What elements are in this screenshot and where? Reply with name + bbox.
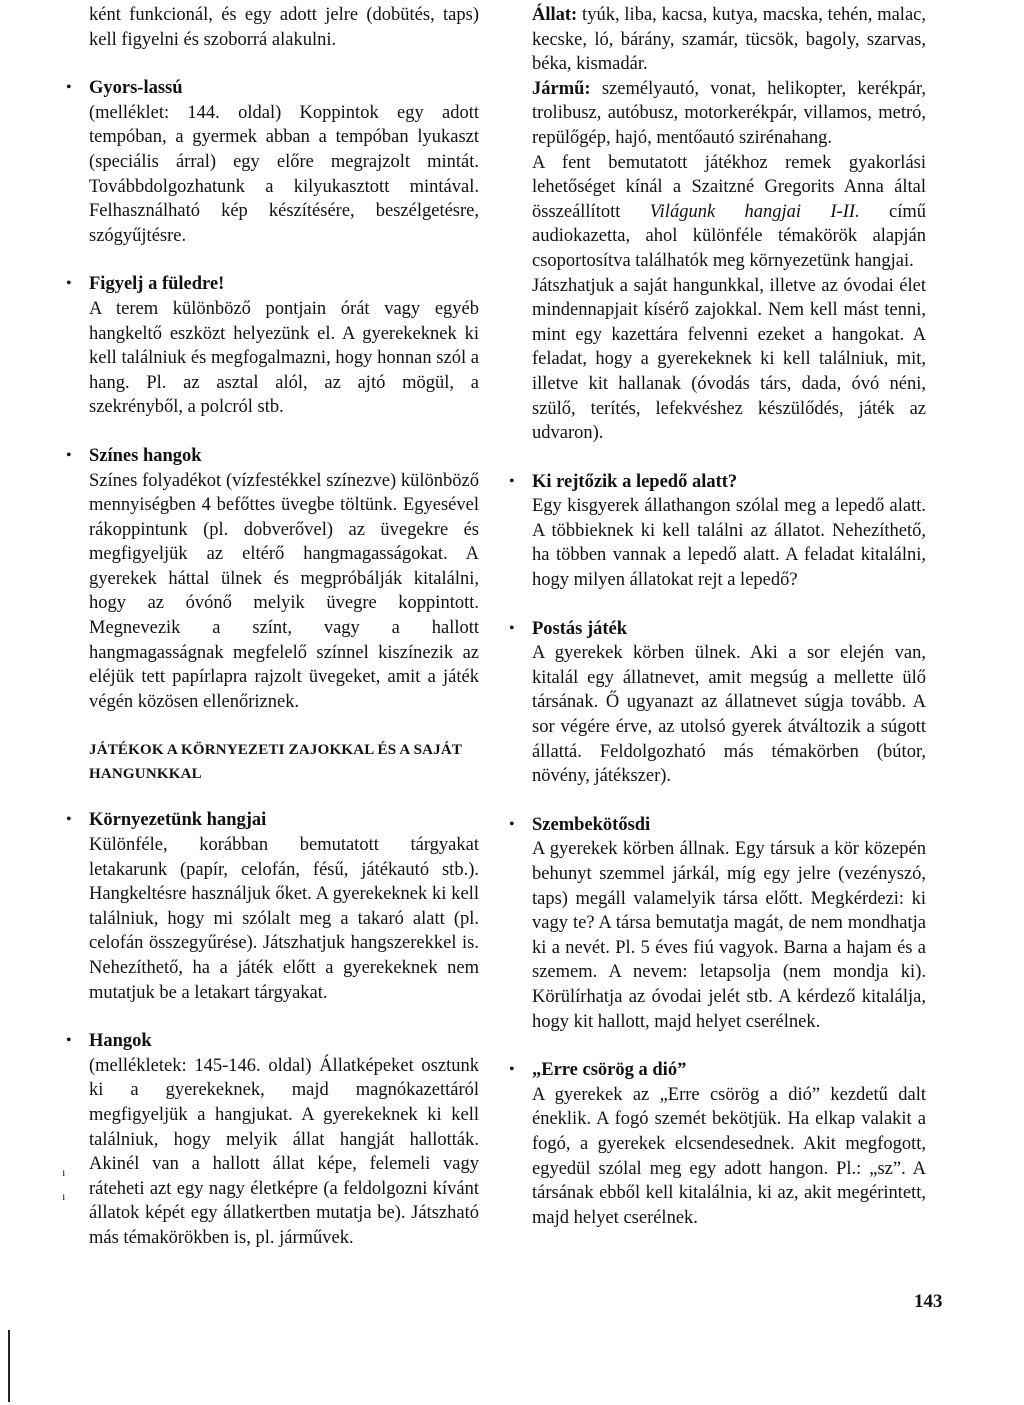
item-title: Figyelj a füledre!	[89, 274, 225, 295]
list-item	[66, 1029, 479, 1250]
list-item	[509, 813, 926, 1034]
animal-list: tyúk, liba, kacsa, kutya, macska, tehén, malac, kecske, ló, bárány, szamár, tücsök, bagoly, szarvas, béka, kismadár.	[532, 5, 926, 75]
bullet-icon: •	[509, 619, 515, 637]
page-number: 143	[914, 1291, 943, 1312]
item-text: Színes folyadékot (vízfestékkel színezve) különböző mennyiségben 4 befőttes üvegbe töltünk. Egyesével rákoppintunk (pl. dobverővel) az üvegekre és megfigyeljük az eltérő hangmagasságokat. A gyerekek háttal ülnek és megpróbálják kitalálni, hogy az óvónő melyik üvegre koppintott. Megnevezik a színt, vagy a hallott hangmagasságnak megfelelő színnel kiszínezik az eléjük tett papírlapra rajzolt üvegeket, amit a játék végén közösen ellenőriznek.	[89, 470, 479, 712]
right-items	[509, 470, 926, 1231]
left-items-bottom	[66, 808, 479, 1250]
list-item	[509, 470, 926, 593]
item-title: Hangok	[89, 1031, 152, 1052]
item-text: Különféle, korábban bemutatott tárgyakat letakarunk (papír, celofán, fésű, játékautó stb.). Hangkeltésre használjuk őket. A gyerekeknek ki kell találniuk, hogy mi szólalt meg a takaró alatt (pl. celofán összegyűrése). Játszhatjuk hangszerekkel is. Nehezíthető, ha a játék előtt a gyerekeknek nem mutatjuk be a letakart tárgyakat.	[89, 835, 479, 1003]
vehicle-vocabulary	[532, 77, 926, 151]
bullet-icon: •	[509, 472, 515, 490]
item-title: Gyors-lassú	[89, 78, 183, 99]
list-item	[66, 808, 479, 1005]
cassette-text-a: A fent bemutatott játékhoz remek gyakorlási lehetőséget kínál a Szaitzné Gregorits Anna által összeállított	[532, 152, 926, 222]
cassette-text-b: című audiokazetta, ahol különféle témakörök alapján csoportosítva találhatók meg környezetünk hangjai.	[532, 201, 926, 271]
bullet-icon: •	[509, 815, 515, 833]
bullet-icon: •	[66, 79, 72, 97]
item-text: Egy kisgyerek állathangon szólal meg a lepedő alatt. A többieknek ki kell találni az állatot. Nehezíthető, ha többen vannak a lepedő alatt. A feladat kitalálni, hogy milyen állatokat rejt a lepedő?	[532, 496, 926, 591]
item-text: A gyerekek körben ülnek. Aki a sor elején van, kitalál egy állatnevet, amit megsúg a mellette ülő társának. Ő ugyanazt az állatnevet súgja tovább. A sor végére érve, az utolsó gyerek átváltozik a súgott állattá. Feldolgozható más témakörben (bútor, növény, játékszer).	[532, 643, 926, 787]
list-item	[66, 76, 479, 248]
bullet-icon: •	[509, 1061, 515, 1079]
scan-speck: ı	[62, 1189, 66, 1203]
list-item	[509, 617, 926, 789]
item-text: A gyerekek körben állnak. Egy társuk a kör közepén behunyt szemmel járkál, míg egy jelre (vezényszó, taps) megáll valamelyik társa előtt. Megkérdezi: ki vagy te? A társa bemutatja magát, de nem mondhatja ki a nevét. Pl. 5 éves fiú vagyok. Barna a hajam és a szemem. A nevem: letapsolja (nem mondja ki). Körülírhatja az óvodai jelét stb. A kérdező kitalálja, hogy kit hallott, majd helyet cserélnek.	[532, 839, 926, 1032]
item-text: A gyerekek az „Erre csörög a dió” kezdetű dalt éneklik. A fogó szemét bekötjük. Ha elkap valakit a fogó, a gyerekek elcsendesednek. Akit megfogott, egyedül szólal meg egy adott hangon. Pl.: „sz”. A társának ebből kell kitalálnia, ki az, akit megérintett, majd helyet cserélnek.	[532, 1084, 926, 1228]
cassette-paragraph	[532, 151, 926, 274]
item-title: Postás játék	[532, 618, 628, 639]
item-text: (mellékletek: 145-146. oldal) Állatképeket osztunk ki a gyerekeknek, majd magnókazettáról megfigyeljük a hangjukat. A gyerekeknek ki kell találniuk, hogy melyik állat hangját hallották. Akinél van a hallott állat képe, felemeli vagy ráteheti azt egy nagy életképre (a feldolgozni kívánt állatok képét egy állatkertben mutatja be). Játszható más témakörökben is, pl. járművek.	[89, 1055, 479, 1248]
scan-speck: ı	[62, 1165, 66, 1179]
bullet-icon: •	[66, 811, 72, 829]
left-column	[66, 3, 479, 1275]
bullet-icon: •	[66, 1032, 72, 1050]
item-title: Szembekötősdi	[532, 814, 651, 835]
own-voice-paragraph: Játszhatjuk a saját hangunkkal, illetve az óvodai élet mindennapjait kísérő zajokkal. Nem kell mást tenni, mint egy kazettára felvenni ezeket a hangokat. A feladat, hogy a gyerekeknek ki kell találniuk, mit, illetve kit hallanak (óvodás társ, dada, óvó néni, szülő, terítés, lefekvéshez készülődés, játék az udvaron).	[532, 275, 926, 444]
vehicle-list: személyautó, vonat, helikopter, kerékpár, trolibusz, autóbusz, motorkerékpár, villamos, metró, repülőgép, hajó, mentőautó szirénahang.	[532, 78, 926, 148]
left-items-top	[66, 76, 479, 714]
vehicle-label: Jármű:	[532, 78, 591, 99]
vocabulary-block	[532, 3, 926, 446]
bullet-icon: •	[66, 446, 72, 464]
list-item	[509, 1058, 926, 1230]
animal-label: Állat:	[532, 5, 578, 25]
list-item	[66, 272, 479, 420]
item-title: Színes hangok	[89, 445, 202, 466]
list-item	[66, 444, 479, 715]
bullet-icon: •	[66, 275, 72, 293]
item-title: Ki rejtőzik a lepedő alatt?	[532, 471, 738, 492]
cassette-title: Világunk hangjai I-II.	[649, 201, 860, 222]
item-text: A terem különböző pontjain órát vagy egyéb hangkeltő eszközt helyezünk el. A gyerekeknek ki kell találniuk és megfogalmazni, hogy honnan szól a hang. Pl. az asztal alól, az ajtó mögül, a szekrényből, a polcról stb.	[89, 298, 479, 418]
item-title: Környezetünk hangjai	[89, 810, 267, 831]
animal-vocabulary	[532, 3, 926, 77]
right-column	[509, 3, 926, 1254]
section-heading: JÁTÉKOK A KÖRNYEZETI ZAJOKKAL ÉS A SAJÁT HANGUNKKAL	[89, 742, 462, 783]
item-title: „Erre csörög a dió”	[532, 1060, 687, 1081]
intro-paragraph: ként funkcionál, és egy adott jelre (dobütés, taps) kell figyelni és szoborrá alakulni.	[89, 5, 479, 50]
scan-margin-line	[8, 1330, 10, 1402]
item-text: (melléklet: 144. oldal) Koppintok egy adott tempóban, a gyermek abban a tempóban lyukaszt (speciális árral) egy előre megrajzolt mintát. Továbbdolgozhatunk a kilyukasztott mintával. Felhasználható kép készítésére, beszélgetésre, szógyűjtésre.	[89, 102, 479, 246]
